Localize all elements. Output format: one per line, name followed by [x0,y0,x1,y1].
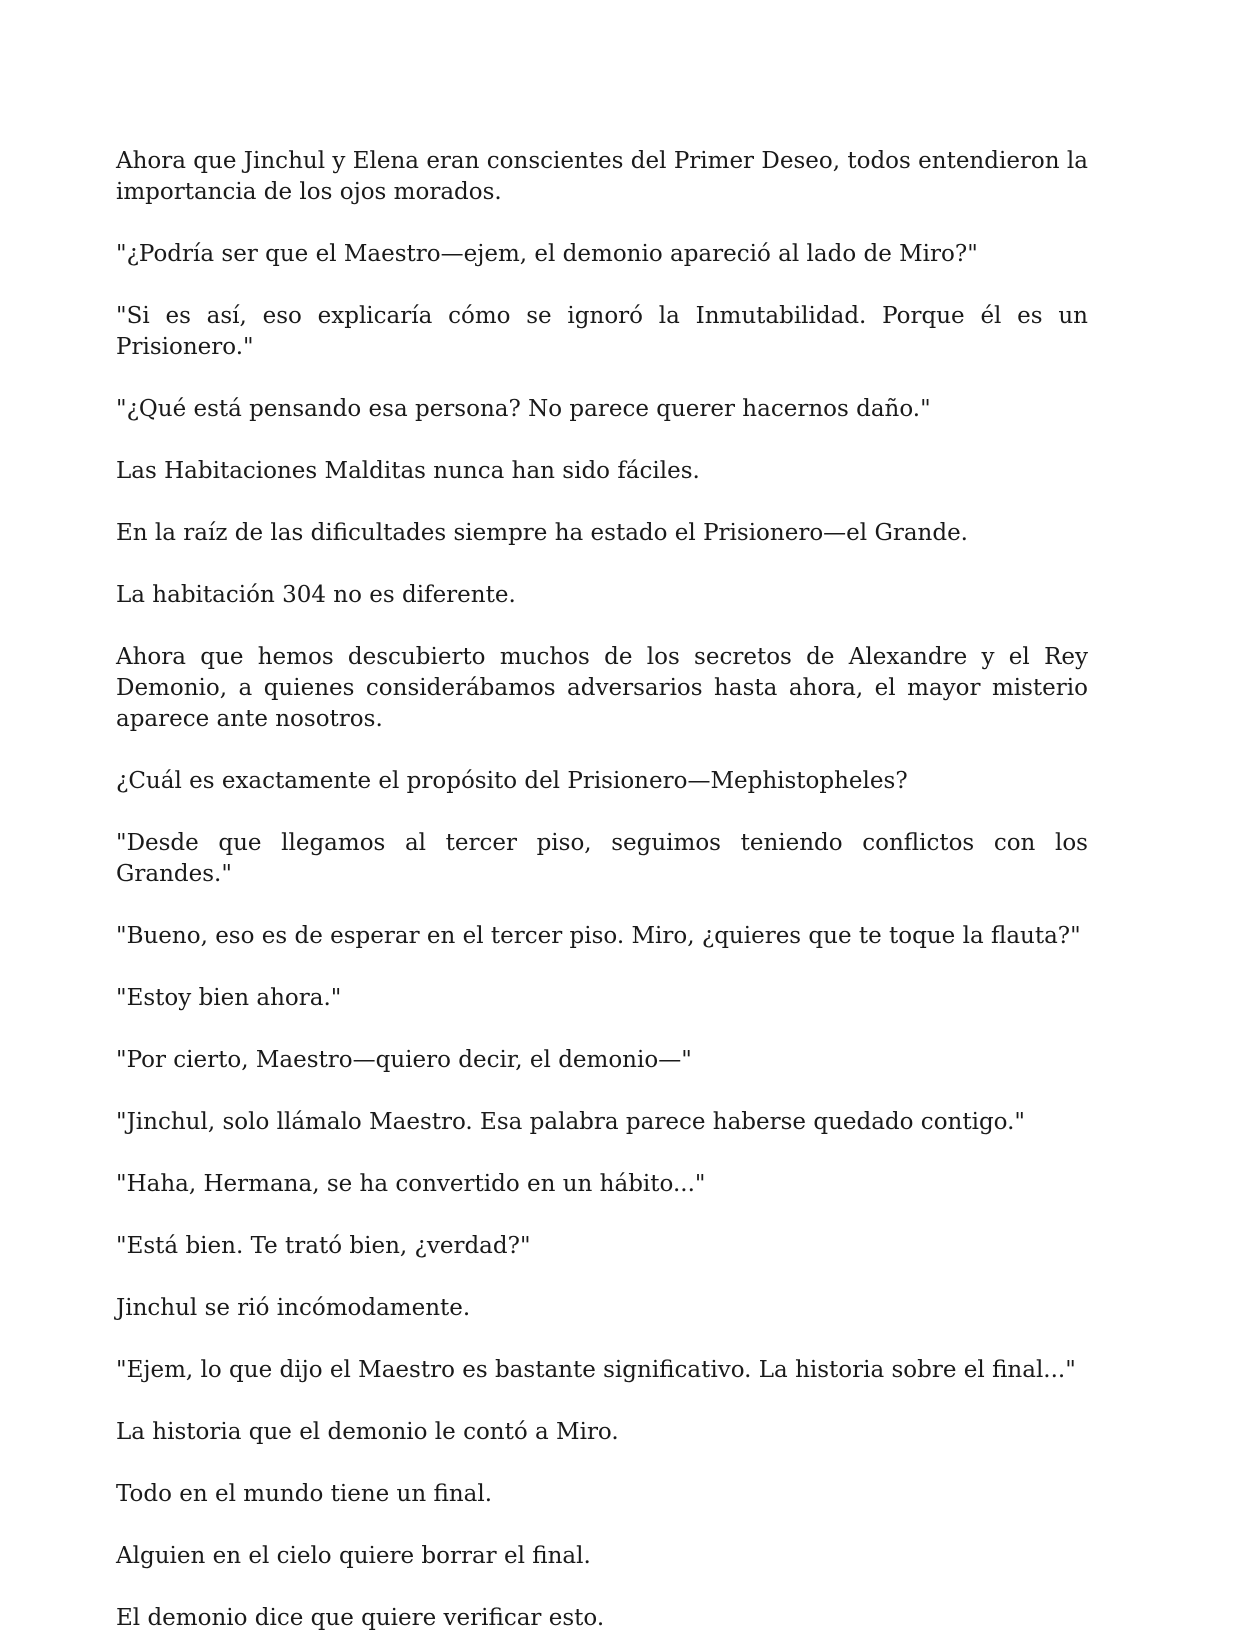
paragraph: ¿Cuál es exactamente el propósito del Prisionero—Mephistopheles? [116,768,908,794]
paragraph: El demonio dice que quiere verificar esto. [116,1605,605,1631]
paragraph: "¿Qué está pensando esa persona? No parece querer hacernos daño." [116,396,931,422]
paragraph: La historia que el demonio le contó a Miro. [116,1419,619,1445]
paragraph: "Bueno, eso es de esperar en el tercer piso. Miro, ¿quieres que te toque la flauta?" [116,923,1081,949]
paragraph: "Está bien. Te trató bien, ¿verdad?" [116,1233,531,1259]
paragraph: Ahora que hemos descubierto muchos de los secretos de Alexandre y el Rey Demonio, a quienes considerábamos adversarios hasta ahora, el mayor misterio aparece ante nosotros. [116,644,1088,732]
paragraph: La habitación 304 no es diferente. [116,582,516,608]
paragraph: Alguien en el cielo quiere borrar el final. [116,1543,591,1569]
paragraph: "Desde que llegamos al tercer piso, seguimos teniendo conflictos con los Grandes." [116,830,1088,887]
paragraph: "Estoy bien ahora." [116,985,342,1011]
paragraph: En la raíz de las dificultades siempre ha estado el Prisionero—el Grande. [116,520,968,546]
document-body [116,146,1088,1634]
paragraph: "¿Podría ser que el Maestro—ejem, el demonio apareció al lado de Miro?" [116,241,978,267]
paragraph: "Por cierto, Maestro—quiero decir, el demonio—" [116,1047,692,1073]
paragraph: Las Habitaciones Malditas nunca han sido fáciles. [116,458,700,484]
paragraph: "Haha, Hermana, se ha convertido en un hábito..." [116,1171,706,1197]
paragraph: Ahora que Jinchul y Elena eran conscientes del Primer Deseo, todos entendieron la importancia de los ojos morados. [116,148,1088,205]
paragraph: Jinchul se rió incómodamente. [116,1295,471,1321]
paragraph: Todo en el mundo tiene un final. [116,1481,493,1507]
paragraph: "Si es así, eso explicaría cómo se ignoró la Inmutabilidad. Porque él es un Prisionero." [116,303,1088,360]
paragraph: "Ejem, lo que dijo el Maestro es bastante significativo. La historia sobre el final..." [116,1357,1076,1383]
paragraph: "Jinchul, solo llámalo Maestro. Esa palabra parece haberse quedado contigo." [116,1109,1026,1135]
